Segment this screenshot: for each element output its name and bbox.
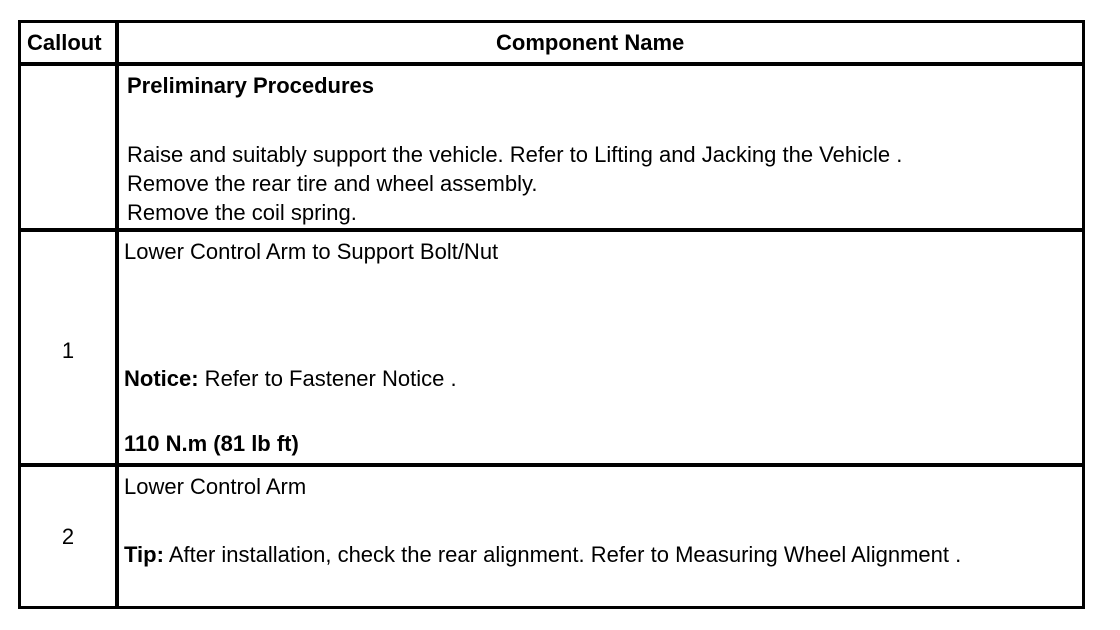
callout-number: 1 xyxy=(61,338,75,363)
component-table xyxy=(18,20,1085,609)
row-divider xyxy=(21,228,1082,232)
preliminary-step: Raise and suitably support the vehicle. Refer to Lifting and Jacking the Vehicle . xyxy=(127,142,903,167)
row-divider xyxy=(21,463,1082,467)
preliminary-step: Remove the coil spring. xyxy=(127,200,357,225)
torque-spec: 110 N.m (81 lb ft) xyxy=(124,431,299,456)
tip-label: Tip: xyxy=(124,542,164,567)
notice-label: Notice: xyxy=(124,366,199,391)
callout-number: 2 xyxy=(61,524,75,549)
preliminary-step: Remove the rear tire and wheel assembly. xyxy=(127,171,538,196)
notice-text: Refer to Fastener Notice . xyxy=(198,366,457,391)
column-divider xyxy=(115,23,119,606)
component-name: Lower Control Arm xyxy=(124,474,307,499)
preliminary-title: Preliminary Procedures xyxy=(127,73,375,98)
header-callout: Callout xyxy=(27,30,102,55)
tip-text: After installation, check the rear alignment. Refer to Measuring Wheel Alignment . xyxy=(163,542,962,567)
header-component-name: Component Name xyxy=(496,30,685,55)
notice-line xyxy=(124,365,457,393)
component-name: Lower Control Arm to Support Bolt/Nut xyxy=(124,239,499,264)
header-divider xyxy=(21,62,1082,66)
tip-line xyxy=(124,541,961,569)
